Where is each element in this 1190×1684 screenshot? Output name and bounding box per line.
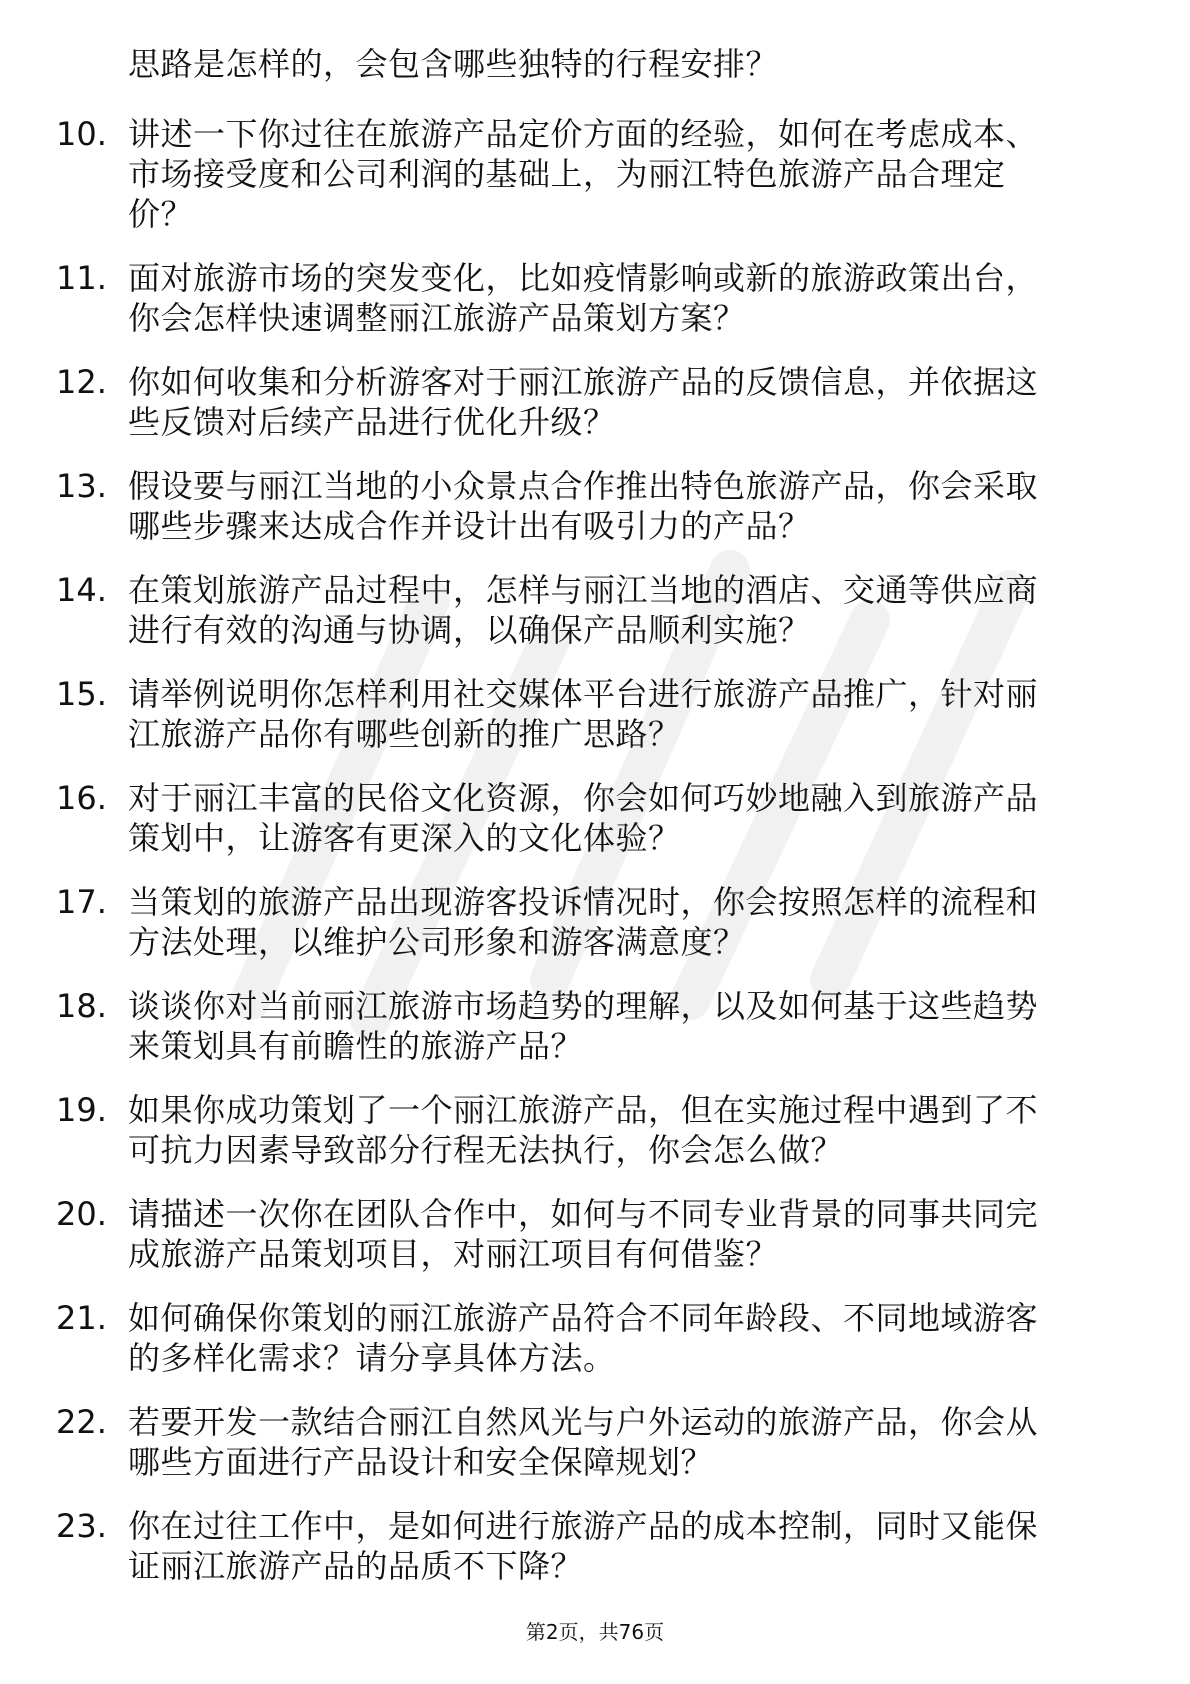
continued-question-text: 思路是怎样的，会包含哪些独特的行程安排？	[128, 45, 779, 83]
question-number: 22.	[56, 1403, 107, 1441]
question-text-line: 江旅游产品你有哪些创新的推广思路？	[128, 715, 681, 753]
question-text-line: 谈谈你对当前丽江旅游市场趋势的理解，以及如何基于这些趋势	[128, 987, 1039, 1025]
question-item	[0, 258, 1190, 338]
question-text-line: 假设要与丽江当地的小众景点合作推出特色旅游产品，你会采取	[128, 467, 1039, 505]
question-text-line: 当策划的旅游产品出现游客投诉情况时，你会按照怎样的流程和	[128, 883, 1039, 921]
question-text-line: 策划中，让游客有更深入的文化体验？	[128, 819, 681, 857]
question-number: 12.	[56, 363, 107, 401]
page-number-footer: 第2页，共76页	[525, 1620, 665, 1644]
question-number: 14.	[56, 571, 107, 609]
question-text-line: 证丽江旅游产品的品质不下降？	[128, 1547, 584, 1585]
question-number: 13.	[56, 467, 107, 505]
question-item	[0, 1298, 1190, 1378]
question-text-line: 价？	[128, 195, 194, 233]
question-text-line: 的多样化需求？请分享具体方法。	[128, 1339, 616, 1377]
question-text-line: 在策划旅游产品过程中，怎样与丽江当地的酒店、交通等供应商	[128, 571, 1039, 609]
question-text-line: 你如何收集和分析游客对于丽江旅游产品的反馈信息，并依据这	[128, 363, 1039, 401]
question-item	[0, 570, 1190, 650]
question-text-line: 进行有效的沟通与协调，以确保产品顺利实施？	[128, 611, 811, 649]
question-text-line: 面对旅游市场的突发变化，比如疫情影响或新的旅游政策出台，	[128, 259, 1039, 297]
question-item	[0, 466, 1190, 546]
question-text-line: 你在过往工作中，是如何进行旅游产品的成本控制，同时又能保	[128, 1507, 1039, 1545]
question-list	[0, 114, 1190, 1610]
question-item	[0, 1090, 1190, 1170]
question-text-line: 你会怎样快速调整丽江旅游产品策划方案？	[128, 299, 746, 337]
question-number: 11.	[56, 259, 107, 297]
question-text-line: 如何确保你策划的丽江旅游产品符合不同年龄段、不同地域游客	[128, 1299, 1039, 1337]
question-text-line: 请举例说明你怎样利用社交媒体平台进行旅游产品推广，针对丽	[128, 675, 1039, 713]
question-item	[0, 1194, 1190, 1274]
question-item	[0, 362, 1190, 442]
question-text-line: 请描述一次你在团队合作中，如何与不同专业背景的同事共同完	[128, 1195, 1039, 1233]
question-number: 17.	[56, 883, 107, 921]
question-item	[0, 674, 1190, 754]
question-text-line: 市场接受度和公司利润的基础上，为丽江特色旅游产品合理定	[128, 155, 1006, 193]
question-text-line: 若要开发一款结合丽江自然风光与户外运动的旅游产品，你会从	[128, 1403, 1039, 1441]
question-text-line: 方法处理，以维护公司形象和游客满意度？	[128, 923, 746, 961]
question-text-line: 可抗力因素导致部分行程无法执行，你会怎么做？	[128, 1131, 844, 1169]
question-number: 18.	[56, 987, 107, 1025]
question-item	[0, 882, 1190, 962]
question-item	[0, 778, 1190, 858]
question-text-line: 成旅游产品策划项目，对丽江项目有何借鉴？	[128, 1235, 779, 1273]
question-text-line: 来策划具有前瞻性的旅游产品？	[128, 1027, 584, 1065]
question-item	[0, 1506, 1190, 1586]
question-number: 20.	[56, 1195, 107, 1233]
question-item	[0, 986, 1190, 1066]
question-number: 23.	[56, 1507, 107, 1545]
question-number: 15.	[56, 675, 107, 713]
question-item	[0, 1402, 1190, 1482]
question-number: 16.	[56, 779, 107, 817]
question-text-line: 如果你成功策划了一个丽江旅游产品，但在实施过程中遇到了不	[128, 1091, 1039, 1129]
question-number: 19.	[56, 1091, 107, 1129]
question-number: 10.	[56, 115, 107, 153]
question-text-line: 对于丽江丰富的民俗文化资源，你会如何巧妙地融入到旅游产品	[128, 779, 1039, 817]
question-text-line: 哪些方面进行产品设计和安全保障规划？	[128, 1443, 714, 1481]
question-text-line: 些反馈对后续产品进行优化升级？	[128, 403, 616, 441]
question-text-line: 哪些步骤来达成合作并设计出有吸引力的产品？	[128, 507, 811, 545]
question-number: 21.	[56, 1299, 107, 1337]
question-text-line: 讲述一下你过往在旅游产品定价方面的经验，如何在考虑成本、	[128, 115, 1039, 153]
question-item	[0, 114, 1190, 234]
